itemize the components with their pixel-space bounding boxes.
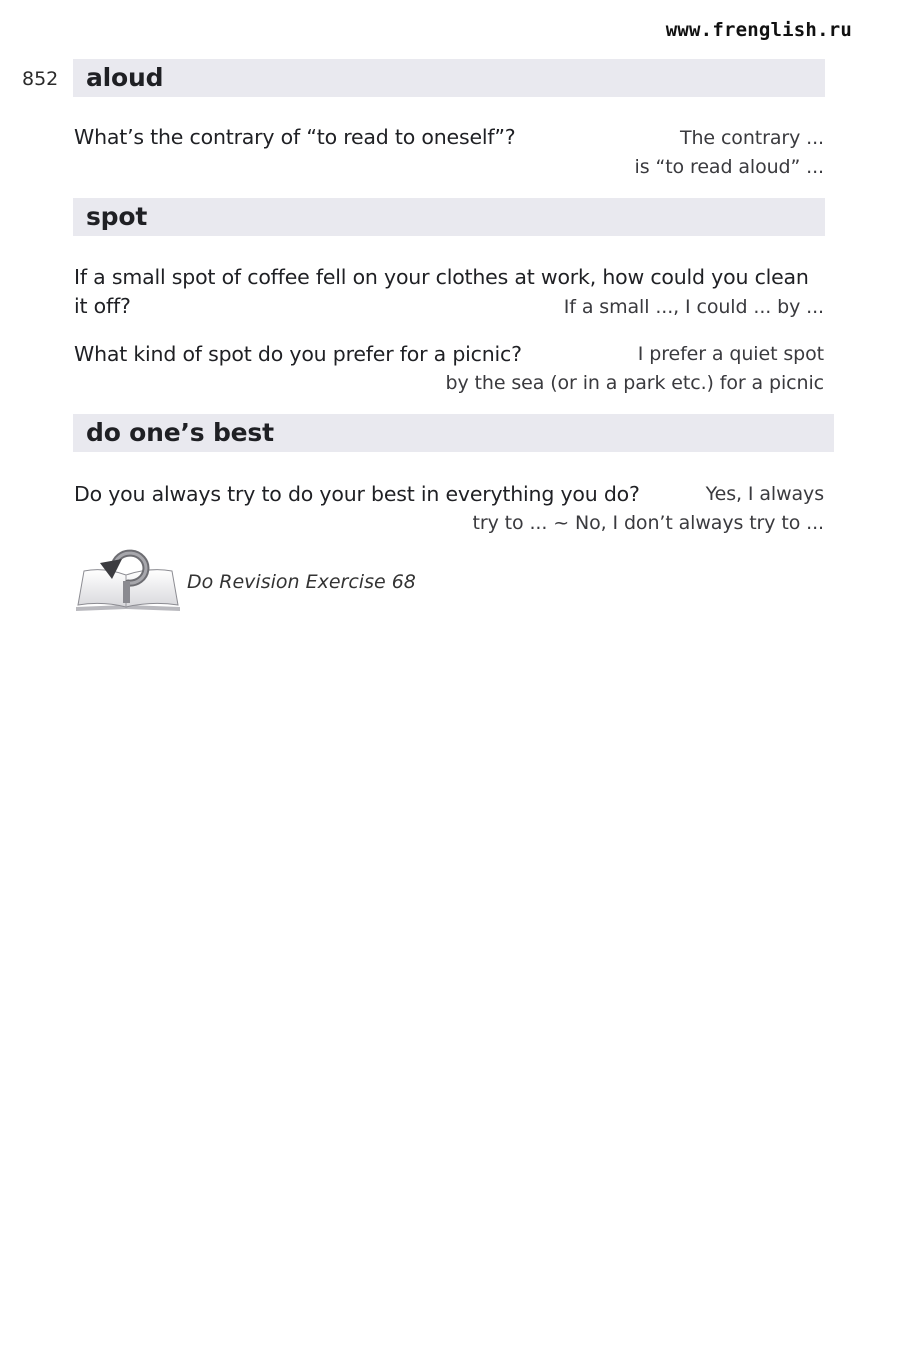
answer-text: is “to read aloud” ... (634, 156, 824, 178)
section-heading-do-ones-best: do one’s best (73, 414, 834, 452)
question-text: it off? (74, 294, 131, 318)
answer-text: try to ... ~ No, I don’t always try to ... (472, 512, 824, 534)
revision-exercise-label: Do Revision Exercise 68 (187, 571, 416, 593)
answer-text: Yes, I always (705, 483, 824, 505)
question-text: What kind of spot do you prefer for a picnic? (74, 342, 522, 366)
site-url[interactable]: www.frenglish.ru (665, 19, 852, 41)
page-number: 852 (22, 68, 59, 90)
answer-text: by the sea (or in a park etc.) for a picnic (445, 372, 824, 394)
answer-text: If a small ..., I could ... by ... (563, 296, 824, 318)
question-text: What’s the contrary of “to read to oneself”? (74, 125, 516, 149)
section-heading-aloud: aloud (73, 59, 825, 97)
revision-exercise[interactable] (74, 545, 414, 620)
answer-text: The contrary ... (679, 127, 824, 149)
section-heading-spot: spot (73, 198, 825, 236)
question-text: If a small spot of coffee fell on your clothes at work, how could you clean (74, 265, 809, 289)
answer-text: I prefer a quiet spot (637, 343, 824, 365)
question-text: Do you always try to do your best in everything you do? (74, 482, 640, 506)
